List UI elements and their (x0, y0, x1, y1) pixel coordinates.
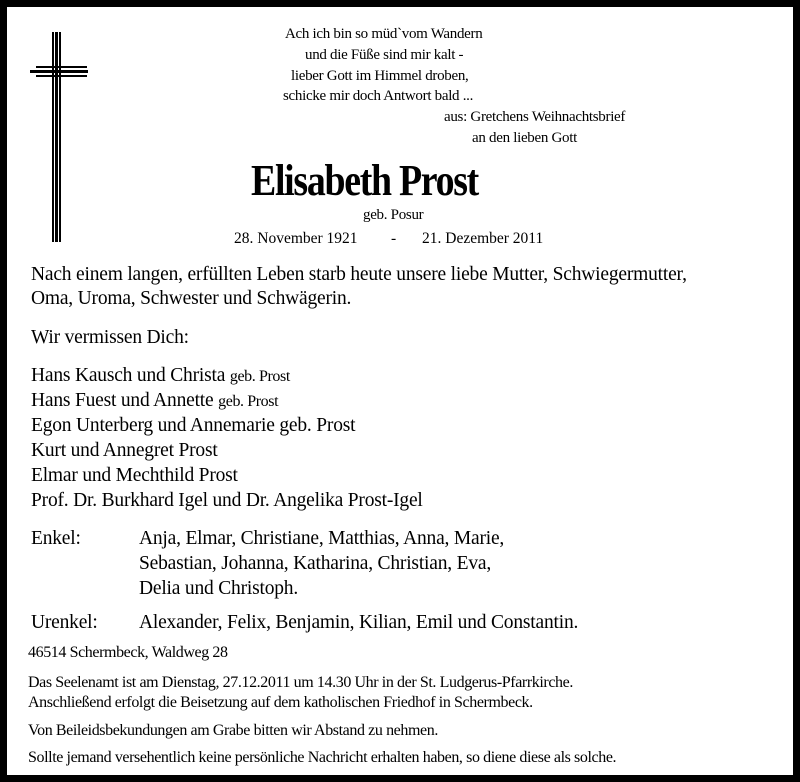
grandchildren-line: Delia und Christoph. (139, 578, 299, 599)
maiden-name: geb. Posur (363, 207, 424, 223)
service-info: Das Seelenamt ist am Dienstag, 27.12.2011 um 14.30 Uhr in der St. Ludgerus-Pfarrkirche. (28, 674, 573, 691)
service-info: Anschließend erfolgt die Beisetzung auf dem katholischen Friedhof in Schermbeck. (28, 694, 533, 711)
great-grandchildren-label: Urenkel: (31, 612, 98, 633)
poem-line: Ach ich bin so müd`vom Wandern (285, 26, 483, 42)
family-member: Prof. Dr. Burkhard Igel und Dr. Angelika Prost-Igel (31, 490, 423, 511)
grandchildren-label: Enkel: (31, 528, 81, 549)
great-grandchildren: Alexander, Felix, Benjamin, Kilian, Emil und Constantin. (139, 612, 579, 633)
family-member: Hans Fuest und Annette geb. Prost (31, 390, 279, 411)
intro-text: Oma, Uroma, Schwester und Schwägerin. (31, 288, 352, 309)
poem-source: aus: Gretchens Weihnachtsbrief (444, 109, 626, 125)
deceased-name: Elisabeth Prost (251, 156, 478, 205)
family-member: Elmar und Mechthild Prost (31, 465, 238, 486)
date-dash: - (391, 230, 397, 247)
poem-source: an den lieben Gott (472, 130, 577, 146)
obituary-notice (7, 7, 793, 775)
family-member: Egon Unterberg und Annemarie geb. Prost (31, 415, 356, 436)
poem-line: lieber Gott im Himmel droben, (291, 68, 469, 84)
poem-line: und die Füße sind mir kalt - (305, 47, 464, 63)
death-date: 21. Dezember 2011 (422, 230, 544, 247)
grandchildren-line: Anja, Elmar, Christiane, Matthias, Anna, Marie, (139, 528, 505, 549)
intro-text: Nach einem langen, erfüllten Leben starb heute unsere liebe Mutter, Schwiegermutter, (31, 264, 687, 285)
family-member: Kurt und Annegret Prost (31, 440, 218, 461)
family-member: Hans Kausch und Christa geb. Prost (31, 365, 290, 386)
grandchildren-line: Sebastian, Johanna, Katharina, Christian, Eva, (139, 553, 491, 574)
closing-note: Sollte jemand versehentlich keine persönliche Nachricht erhalten haben, so diene diese als solche. (28, 749, 617, 766)
poem-line: schicke mir doch Antwort bald ... (283, 88, 474, 104)
address: 46514 Schermbeck, Waldweg 28 (28, 644, 228, 661)
birth-date: 28. November 1921 (234, 230, 358, 247)
condolence-note: Von Beileidsbekundungen am Grabe bitten wir Abstand zu nehmen. (28, 722, 438, 739)
miss-heading: Wir vermissen Dich: (31, 327, 189, 348)
